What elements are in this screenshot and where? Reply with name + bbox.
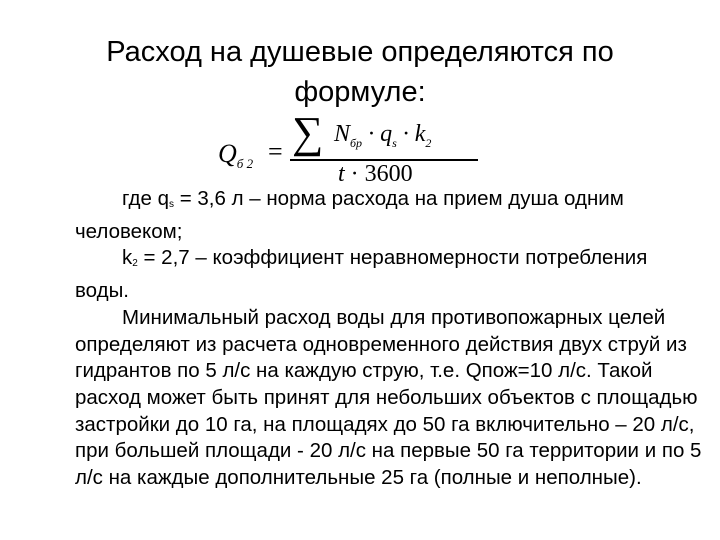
- formula-denominator: t · 3600: [338, 161, 413, 187]
- slide-title: [0, 32, 720, 112]
- paragraph-qs: где qs = 3,6 л – норма расхода на прием душа одним человеком;: [75, 187, 624, 243]
- formula-lhs: $Q_{б 2}$: [218, 139, 254, 172]
- title-line-1: Расход на душевые определяются по: [106, 36, 614, 68]
- paragraph-fire-flow: Минимальный расход воды для противопожарных целей определяют из расчета одновременного действия двух струй из гидрантов по 5 л/с на каждую струю, т.е. Qпож=10 л/с. Такой расход может быть принят для небольших объектов с площадью застройки до 10 га, на площадях до 50 га включительно – 20 л/с, при большей площади - 20 л/с на первые 50 га территории и по 5 л/с на каждые дополнительные 25 га (полные и неполные).: [75, 305, 702, 490]
- sum-symbol: ∑: [292, 108, 324, 157]
- formula-numerator: $N_{бр} \cdot q_s \cdot k_2$: [334, 121, 432, 150]
- shower-flow-formula: [218, 108, 478, 190]
- paragraph-k2: k2 = 2,7 – коэффициент неравномерности потребления воды.: [75, 246, 648, 303]
- body-text: [75, 186, 705, 492]
- title-line-2: формуле:: [294, 76, 426, 108]
- formula-equals: =: [268, 137, 283, 166]
